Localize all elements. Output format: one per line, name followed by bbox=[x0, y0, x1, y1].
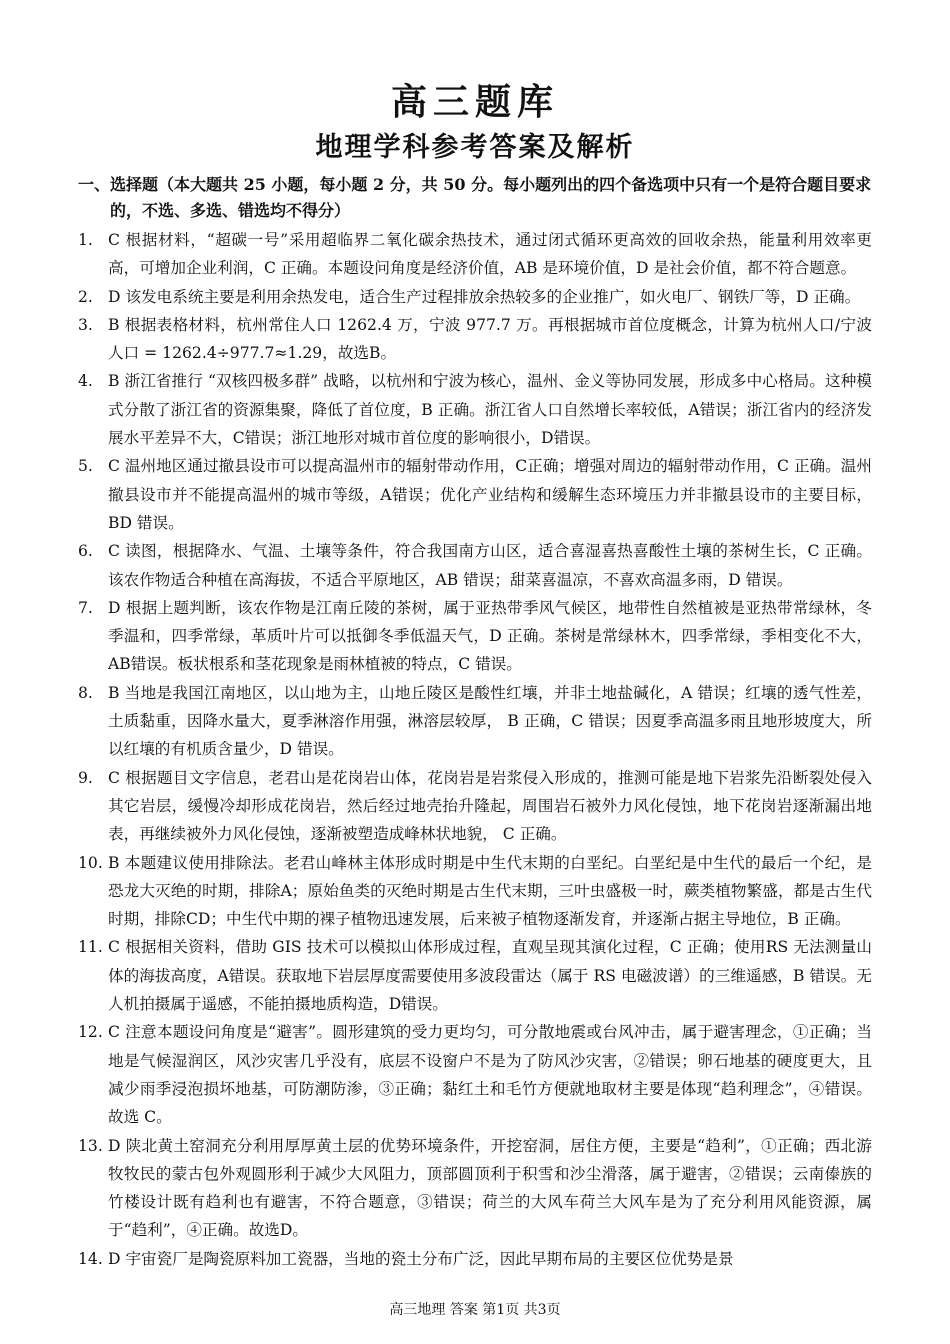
answer-number: 10. bbox=[78, 853, 103, 872]
answer-text: D 根据上题判断，该农作物是江南丘陵的茶树，属于亚热带季风气候区，地带性自然植被是亚热带常绿林，冬季温和，四季常绿，革质叶片可以抵御冬季低温天气，D 正确。茶树是常绿林木，四季常绿，季相变化不大，AB错误。板状根系和茎花现象是雨林植被的特点，C 错误。 bbox=[108, 598, 872, 674]
answer-text: B 本题建议使用排除法。老君山峰林主体形成时期是中生代末期的白垩纪。白垩纪是中生代的最后一个纪，是恐龙大灭绝的时期，排除A；原始鱼类的灭绝时期是古生代末期，三叶虫盛极一时，蕨类植物繁盛，都是古生代时期，排除CD；中生代中期的裸子植物迅速发展，后来被子植物逐渐发育，并逐渐占据主导地位，B 正确。 bbox=[108, 853, 872, 929]
answer-item bbox=[78, 933, 872, 1018]
answer-number: 3. bbox=[78, 315, 93, 334]
answer-number: 2. bbox=[78, 287, 93, 306]
answer-text: B 浙江省推行 “双核四极多群” 战略，以杭州和宁波为核心，温州、金义等协同发展，形成多中心格局。这种模式分散了浙江省的资源集聚，降低了首位度，B 正确。浙江省人口自然增长率较低，A错误；浙江省内的经济发展水平差异不大，C错误；浙江地形对城市首位度的影响很小，D错误。 bbox=[108, 372, 872, 448]
page-footer: 高三地理 答案 第1页 共3页 bbox=[389, 1302, 561, 1318]
answer-item bbox=[78, 1018, 872, 1131]
answer-number: 5. bbox=[78, 457, 93, 476]
answer-text: B 根据表格材料，杭州常住人口 1262.4 万，宁波 977.7 万。再根据城市首位度概念，计算为杭州人口/宁波人口 = 1262.4÷977.7≈1.29，故选B。 bbox=[108, 315, 872, 363]
answer-item bbox=[78, 849, 872, 934]
answer-number: 6. bbox=[78, 542, 93, 561]
answer-item bbox=[78, 452, 872, 537]
section-heading: 一、选择题（本大题共 25 小题，每小题 2 分，共 50 分。每小题列出的四个备选项中只有一个是符合题目要求的，不选、多选、错选均不得分） bbox=[78, 175, 872, 220]
answer-item bbox=[78, 1132, 872, 1245]
answer-text: D 宇宙瓷厂是陶瓷原料加工瓷器，当地的瓷土分布广泛，因此早期布局的主要区位优势是景 bbox=[108, 1249, 734, 1268]
answer-text: C 注意本题设问角度是“避害”。圆形建筑的受力更均匀，可分散地震或台风冲击，属于避害理念，①正确；当地是气候湿润区，风沙灾害几乎没有，底层不设窗户不是为了防风沙灾害，②错误；卵石地基的硬度更大，且减少雨季浸泡损坏地基，可防潮防渗，③正确；黏红土和毛竹方便就地取材主要是体现“趋利理念”，④错误。故选 C。 bbox=[108, 1023, 872, 1127]
answer-text: C 根据相关资料，借助 GIS 技术可以模拟山体形成过程，直观呈现其演化过程，C 正确；使用RS 无法测量山体的海拔高度，A错误。获取地下岩层厚度需要使用多波段雷达（属于 RS 电磁波谱）的三维遥感，B 错误。无人机拍摄属于遥感，不能拍摄地质构造，D错误。 bbox=[108, 938, 872, 1014]
answer-item bbox=[78, 1245, 872, 1273]
answer-text: B 当地是我国江南地区，以山地为主，山地丘陵区是酸性红壤，并非土地盐碱化，A 错误；红壤的透气性差，土质黏重，因降水量大，夏季淋溶作用强，淋溶层较厚， B 正确，C 错误；因夏季高温多雨且地形坡度大，所以红壤的有机质含量少，D 错误。 bbox=[108, 683, 872, 759]
answer-item bbox=[78, 226, 872, 283]
answer-number: 14. bbox=[78, 1249, 103, 1268]
answer-number: 4. bbox=[78, 372, 93, 391]
page-title: 高三题库 bbox=[390, 81, 559, 123]
answer-item bbox=[78, 764, 872, 849]
answer-text: C 根据题目文字信息，老君山是花岗岩山体，花岗岩是岩浆侵入形成的，推测可能是地下岩浆先沿断裂处侵入其它岩层，缓慢冷却形成花岗岩，然后经过地壳抬升隆起，周围岩石被外力风化侵蚀，地下花岗岩逐渐漏出地表，再继续被外力风化侵蚀，逐渐被塑造成峰林状地貌， C 正确。 bbox=[108, 768, 872, 844]
answer-number: 7. bbox=[78, 598, 93, 617]
answer-number: 1. bbox=[78, 231, 93, 249]
answer-number: 11. bbox=[78, 938, 103, 957]
answer-item bbox=[78, 283, 872, 311]
answer-item bbox=[78, 367, 872, 452]
answer-item bbox=[78, 594, 872, 679]
answer-number: 12. bbox=[78, 1023, 103, 1042]
answer-item bbox=[78, 679, 872, 764]
page-subtitle: 地理学科参考答案及解析 bbox=[315, 132, 635, 163]
answer-list bbox=[78, 226, 872, 1273]
answer-number: 13. bbox=[78, 1136, 103, 1155]
answer-text: C 温州地区通过撤县设市可以提高温州市的辐射带动作用，C正确；增强对周边的辐射带动作用，C 正确。温州撤县设市并不能提高温州的城市等级，A错误；优化产业结构和缓解生态环境压力并非撤县设市的主要目标，BD 错误。 bbox=[108, 457, 872, 532]
answer-text: D 该发电系统主要是利用余热发电，适合生产过程排放余热较多的企业推广，如火电厂、钢铁厂等，D 正确。 bbox=[108, 287, 861, 306]
answer-number: 9. bbox=[78, 768, 93, 787]
answer-text: C 根据材料，“超碳一号”采用超临界二氧化碳余热技术，通过闭式循环更高效的回收余热，能量利用效率更高，可增加企业利润，C 正确。本题设问角度是经济价值，AB 是环境价值，D 是社会价值，都不符合题意。 bbox=[108, 231, 872, 278]
answer-text: C 读图，根据降水、气温、土壤等条件，符合我国南方山区，适合喜湿喜热喜酸性土壤的茶树生长，C 正确。该农作物适合种植在高海拔，不适合平原地区，AB 错误；甜菜喜温凉，不喜欢高温多雨，D 错误。 bbox=[108, 542, 872, 589]
answer-number: 8. bbox=[78, 683, 93, 702]
answer-text: D 陕北黄土窑洞充分利用厚厚黄土层的优势环境条件，开挖窑洞，居住方便，主要是“趋利”，①正确；西北游牧牧民的蒙古包外观圆形利于减少大风阻力，顶部圆顶利于积雪和沙尘滑落，属于避害，②错误；云南傣族的竹楼设计既有趋利也有避害，不符合题意，③错误；荷兰的大风车荷兰大风车是为了充分利用风能资源，属于“趋利”，④正确。故选D。 bbox=[108, 1136, 872, 1240]
answer-item bbox=[78, 537, 872, 594]
answer-item bbox=[78, 311, 872, 368]
